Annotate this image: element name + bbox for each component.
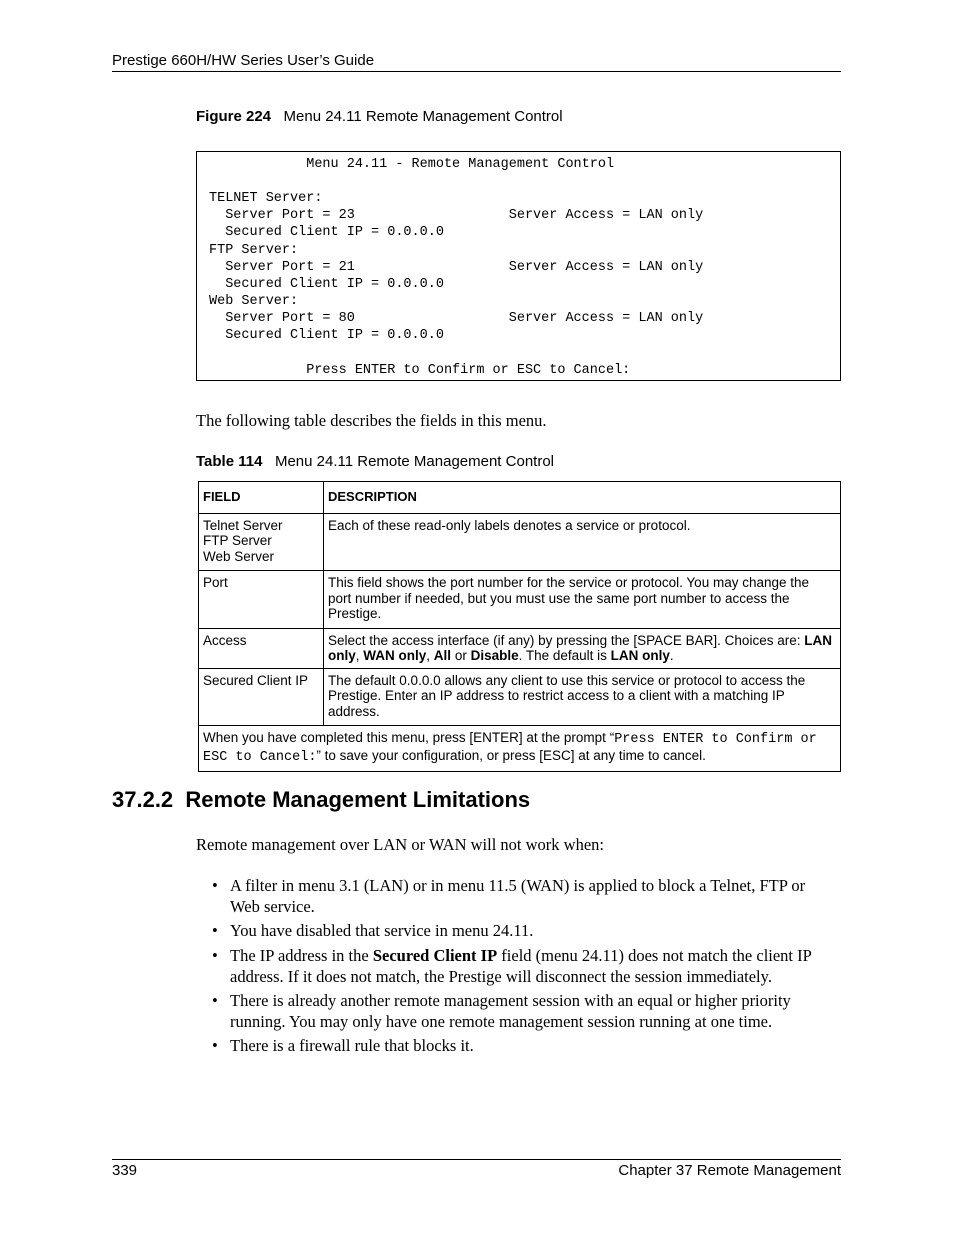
screen-line: Secured Client IP = 0.0.0.0	[209, 225, 444, 240]
section-intro: Remote management over LAN or WAN will not work when:	[196, 835, 604, 854]
choice-disable: Disable	[470, 648, 519, 663]
section-heading	[112, 787, 530, 813]
default-value: LAN only	[610, 648, 670, 663]
bullet-marker: •	[212, 946, 218, 965]
screen-line: Server Port = 21 Server Access = LAN only	[209, 260, 704, 275]
table-title: Menu 24.11 Remote Management Control	[274, 453, 554, 470]
choice-all: All	[433, 648, 452, 663]
description-cell: This field shows the port number for the service or protocol. You may change the port number if needed, but you must use the same port number to access the Prestige.	[324, 571, 841, 629]
page-header-title: Prestige 660H/HW Series User’s Guide	[112, 52, 375, 69]
bullet-marker: •	[212, 1036, 218, 1055]
page-number: 339	[112, 1162, 138, 1179]
table-row	[199, 513, 841, 571]
prompt-text: Press ENTER to Confirm or ESC to Cancel:	[203, 732, 817, 765]
secured-client-ip-term: Secured Client IP	[372, 946, 498, 965]
figure-title: Menu 24.11 Remote Management Control	[283, 108, 563, 125]
table-label: Table 114	[196, 453, 263, 470]
section-title: Remote Management Limitations	[185, 787, 531, 812]
bullet-item: There is already another remote management session with an equal or higher priority running. You may only have one remote management session running at one time.	[230, 991, 791, 1031]
screen-line: Press ENTER to Confirm or ESC to Cancel:	[209, 363, 631, 378]
table-row	[199, 628, 841, 668]
bullet-item: The IP address in the Secured Client IP field (menu 24.11) does not match the client IP address. If it does not match, the Prestige will disconnect the session immediately.	[230, 946, 812, 986]
screen-line: Secured Client IP = 0.0.0.0	[209, 277, 444, 292]
screen-line: TELNET Server:	[209, 191, 323, 206]
table-header-row	[199, 482, 841, 514]
field-label: Web Server	[203, 548, 275, 564]
description-cell: Each of these read-only labels denotes a service or protocol.	[324, 513, 841, 571]
terminal-screen	[196, 151, 841, 381]
screen-line: Web Server:	[209, 294, 299, 309]
screen-line: Secured Client IP = 0.0.0.0	[209, 328, 444, 343]
field-label: FTP Server	[203, 533, 272, 548]
field-cell: Access	[199, 628, 324, 668]
field-description-table	[198, 481, 841, 772]
header-description: DESCRIPTION	[324, 482, 841, 514]
table-caption	[196, 453, 554, 470]
chapter-title: Chapter 37 Remote Management	[618, 1162, 841, 1179]
choice-lan-only: LAN only	[328, 632, 832, 663]
field-cell: Port	[199, 571, 324, 629]
choice-wan-only: WAN only	[363, 648, 427, 663]
table-footer-row	[199, 726, 841, 772]
header-rule	[112, 71, 841, 72]
screen-line: Menu 24.11 - Remote Management Control	[209, 157, 615, 172]
section-number: 37.2.2	[112, 787, 174, 812]
table-row	[199, 668, 841, 726]
header-field: FIELD	[199, 482, 324, 514]
figure-caption	[196, 108, 563, 125]
figure-label: Figure 224	[196, 108, 272, 125]
screen-line: Server Port = 80 Server Access = LAN only	[209, 311, 704, 326]
field-label: Telnet Server	[203, 517, 283, 533]
bullet-item: A filter in menu 3.1 (LAN) or in menu 11.5 (WAN) is applied to block a Telnet, FTP or Web service.	[230, 876, 806, 916]
bullet-item: There is a firewall rule that blocks it.	[230, 1036, 474, 1055]
description-cell: Select the access interface (if any) by pressing the [SPACE BAR]. Choices are: LAN only, WAN only, All or Disable. The default is LAN only.	[324, 628, 841, 668]
bullet-item: You have disabled that service in menu 24.11.	[230, 921, 534, 940]
bullet-marker: •	[212, 921, 218, 940]
field-cell	[199, 513, 324, 571]
bullet-marker: •	[212, 876, 218, 895]
table-footer-note: When you have completed this menu, press [ENTER] at the prompt “Press ENTER to Confirm or ESC to Cancel:” to save your configuration, or press [ESC] at any time to cancel.	[199, 726, 841, 772]
intro-text: The following table describes the fields in this menu.	[196, 411, 547, 430]
description-cell: The default 0.0.0.0 allows any client to use this service or protocol to access the Prestige. Enter an IP address to restrict access to a client with a matching IP address.	[324, 668, 841, 726]
bullet-marker: •	[212, 991, 218, 1010]
screen-line: FTP Server:	[209, 243, 299, 258]
screen-line: Server Port = 23 Server Access = LAN only	[209, 208, 704, 223]
table-row	[199, 571, 841, 629]
field-cell: Secured Client IP	[199, 668, 324, 726]
footer-rule	[112, 1159, 841, 1160]
